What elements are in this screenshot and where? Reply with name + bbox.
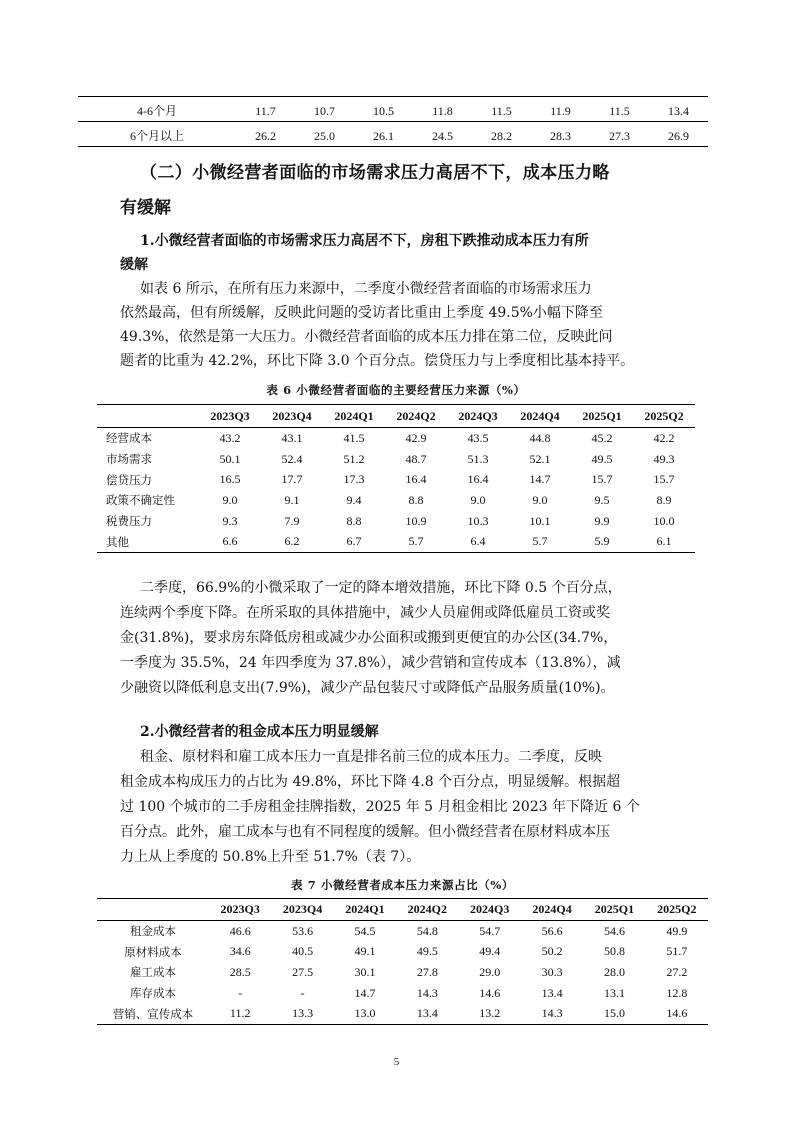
- column-header: 2023Q3: [210, 408, 250, 423]
- table-cell: 27.8: [416, 964, 438, 979]
- table-6-body: [97, 428, 695, 553]
- table-cell: 17.3: [343, 472, 365, 487]
- table-row: [97, 921, 708, 942]
- column-header: 2024Q4: [532, 902, 572, 916]
- table-cell: 29.0: [479, 964, 501, 979]
- table-cell: 49.3: [653, 451, 675, 466]
- column-header: 2024Q1: [345, 902, 385, 916]
- paragraph-3-line: 百分点。此外，雇工成本与也有不同程度的缓解。但小微经营者在原材料成本压: [120, 824, 610, 840]
- table-cell: 11.8: [432, 104, 453, 118]
- column-header: 2024Q3: [458, 408, 498, 423]
- column-header: 2024Q1: [334, 408, 374, 423]
- table-cell: 8.8: [408, 492, 424, 507]
- table-cell: 17.7: [281, 472, 303, 487]
- table-cell: 52.4: [281, 451, 303, 466]
- table-cell: 49.9: [666, 923, 688, 938]
- column-header: 2023Q4: [282, 902, 323, 916]
- table-cell: 28.2: [491, 129, 512, 143]
- table-cell: 10.1: [529, 513, 551, 528]
- column-header: 2025Q1: [582, 408, 622, 423]
- table-cell: 54.7: [479, 923, 501, 938]
- paragraph-1-line: 49.3%，依然是第一大压力。小微经营者面临的成本压力排在第二位，反映此问: [120, 329, 613, 345]
- row-label: 库存成本: [130, 986, 176, 1001]
- row-label: 雇工成本: [130, 965, 176, 980]
- subheading-1-line1: 1.小微经营者面临的市场需求压力高居不下，房租下跌推动成本压力有所: [140, 233, 589, 249]
- table-cell: 9.0: [470, 492, 486, 507]
- table-cell: 50.1: [219, 451, 241, 466]
- table-cell: 16.4: [467, 472, 489, 487]
- table-cell: 56.6: [541, 923, 563, 938]
- table-cell: 9.0: [222, 492, 238, 507]
- table-cell: 24.5: [432, 129, 453, 143]
- table-cell: 16.5: [219, 472, 241, 487]
- paragraph-1-line: 如表 6 所示，在所有压力来源中，二季度小微经营者面临的市场需求压力: [140, 281, 592, 297]
- table-cell: 13.4: [416, 1006, 438, 1021]
- paragraph-3-line: 过 100 个城市的二手房租金挂牌指数，2025 年 5 月租金相比 2023 年下降近 6 个: [120, 799, 640, 815]
- table-cell: 15.7: [591, 472, 613, 487]
- table-cell: 49.5: [591, 451, 613, 466]
- table-cell: 13.3: [292, 1006, 314, 1021]
- paragraph-3-line: 租金、原材料和雇工成本压力一直是排名前三位的成本压力。二季度，反映: [140, 749, 602, 765]
- table-cell: 49.5: [416, 944, 438, 959]
- table-cell: 25.0: [314, 129, 335, 143]
- table-cell: 11.2: [229, 1006, 251, 1021]
- table-row: [97, 490, 695, 511]
- table-cell: 14.6: [479, 985, 501, 1000]
- table-cell: 11.9: [550, 104, 571, 118]
- subheading-2: 2.小微经营者的租金成本压力明显缓解: [140, 724, 379, 740]
- carryover-table: [78, 96, 708, 147]
- table-cell: 51.2: [343, 451, 365, 466]
- table-cell: 27.3: [609, 129, 630, 143]
- table-6-caption: 表 6 小微经营者面临的主要经营压力来源（%）: [266, 383, 526, 397]
- table-row: [78, 122, 708, 147]
- paragraph-2-line: 金(31.8%)，要求房东降低房租或减少办公面积或搬到更便宜的办公区(34.7%，: [120, 630, 618, 646]
- table-cell: 26.9: [668, 129, 689, 143]
- table-cell: 9.4: [346, 492, 362, 507]
- table-cell: 42.9: [405, 430, 427, 445]
- table-cell: 45.2: [591, 430, 613, 445]
- row-label: 6个月以上: [129, 129, 184, 143]
- table-cell: 40.5: [292, 944, 314, 959]
- table-cell: 54.6: [603, 923, 625, 938]
- row-label: 政策不确定性: [106, 493, 175, 508]
- subheading-1-line2: 缓解: [120, 257, 148, 273]
- table-cell: 28.5: [229, 964, 251, 979]
- table-row: [97, 449, 695, 470]
- table-cell: 16.4: [405, 472, 427, 487]
- paragraph-2-line: 二季度，66.9%的小微采取了一定的降本增效措施，环比下降 0.5 个百分点，: [140, 580, 622, 596]
- column-header: 2024Q2: [407, 902, 447, 916]
- table-cell: 27.2: [666, 964, 688, 979]
- table-cell: 42.2: [653, 430, 675, 445]
- table-cell: 6.7: [346, 534, 362, 549]
- table-cell: 6.1: [656, 534, 672, 549]
- row-label: 其他: [106, 534, 129, 549]
- table-cell: 6.6: [222, 534, 238, 549]
- table-cell: 13.2: [479, 1006, 501, 1021]
- table-cell: 7.9: [284, 513, 300, 528]
- table-6-header: [97, 405, 695, 428]
- table-cell: 43.5: [467, 430, 489, 445]
- table-cell: 10.9: [405, 513, 427, 528]
- paragraph-3-line: 租金成本构成压力的占比为 49.8%，环比下降 4.8 个百分点，明显缓解。根据超: [120, 774, 621, 790]
- table-cell: 14.3: [416, 985, 438, 1000]
- table-6: [97, 404, 695, 553]
- table-cell: 49.1: [354, 944, 376, 959]
- table-cell: 11.5: [491, 104, 512, 118]
- table-cell: 50.2: [541, 944, 563, 959]
- table-cell: 13.4: [668, 104, 689, 118]
- table-cell: 13.1: [603, 985, 625, 1000]
- column-header: 2025Q1: [594, 902, 635, 916]
- table-cell: 15.0: [603, 1006, 625, 1021]
- table-cell: 10.3: [467, 513, 489, 528]
- column-header: [97, 405, 199, 428]
- table-row: [97, 469, 695, 490]
- table-cell: 15.7: [653, 472, 675, 487]
- table-header-row: [97, 405, 695, 428]
- table-cell: 14.7: [529, 472, 551, 487]
- page-number: 5: [393, 1056, 400, 1068]
- table-cell: 53.6: [292, 923, 314, 938]
- section-heading-cont: 有缓解: [120, 198, 171, 218]
- table-cell: 9.3: [222, 513, 238, 528]
- table-cell: 26.1: [373, 129, 394, 143]
- row-label: 税费压力: [106, 514, 152, 529]
- table-cell: 10.0: [653, 513, 675, 528]
- column-header: 2025Q2: [644, 408, 684, 423]
- table-cell: 11.7: [255, 104, 276, 118]
- section-heading: （二）小微经营者面临的市场需求压力高居不下，成本压力略: [140, 163, 610, 183]
- table-cell: 44.8: [529, 430, 551, 445]
- paragraph-2-line: 连续两个季度下降。在所采取的具体措施中，减少人员雇佣或降低雇员工资或奖: [120, 605, 610, 621]
- table-cell: 9.0: [532, 492, 548, 507]
- table-row: [97, 962, 708, 983]
- row-label: 偿贷压力: [106, 472, 152, 487]
- column-header: 2024Q2: [396, 408, 436, 423]
- table-7-header: [97, 899, 708, 921]
- table-cell: 50.8: [603, 944, 625, 959]
- table-cell: 14.3: [541, 1006, 563, 1021]
- row-label: 市场需求: [106, 452, 152, 467]
- paragraph-1-line: 题者的比重为 42.2%，环比下降 3.0 个百分点。偿贷压力与上季度相比基本持平。: [120, 353, 635, 369]
- column-header: 2023Q3: [220, 902, 260, 916]
- table-cell: 54.8: [416, 923, 438, 938]
- table-cell: -: [238, 985, 243, 1000]
- table-cell: 6.4: [470, 534, 486, 549]
- table-cell: 6.2: [284, 534, 300, 549]
- table-cell: 51.3: [467, 451, 489, 466]
- table-cell: 43.1: [281, 430, 303, 445]
- paragraph-2-line: 一季度为 35.5%，24 年四季度为 37.8%），减少营销和宣传成本（13.8%），减: [120, 655, 621, 671]
- table-cell: 9.9: [594, 513, 610, 528]
- table-7: [97, 898, 708, 1025]
- table-row: [78, 97, 708, 122]
- table-cell: 34.6: [229, 944, 251, 959]
- column-header: 2024Q3: [470, 902, 510, 916]
- table-cell: 49.4: [479, 944, 501, 959]
- table-cell: 52.1: [529, 451, 551, 466]
- row-label: 原材料成本: [124, 944, 182, 959]
- table-cell: 10.7: [314, 104, 335, 118]
- carryover-table-body: [78, 97, 708, 147]
- column-header: 2024Q4: [520, 408, 560, 423]
- table-cell: 54.5: [354, 923, 376, 938]
- table-cell: 46.6: [229, 923, 251, 938]
- table-cell: 30.3: [541, 964, 563, 979]
- table-cell: 51.7: [666, 944, 688, 959]
- table-cell: 9.1: [284, 492, 300, 507]
- paragraph-3-line: 力上从上季度的 50.8%上升至 51.7%（表 7）。: [120, 849, 421, 865]
- table-cell: 14.6: [666, 1006, 688, 1021]
- row-label: 4-6个月: [137, 104, 177, 118]
- table-cell: 13.4: [541, 985, 563, 1000]
- table-row: [97, 428, 695, 449]
- table-row: [97, 531, 695, 552]
- table-header-row: [97, 899, 708, 921]
- table-cell: 9.5: [594, 492, 610, 507]
- table-cell: 14.7: [354, 985, 376, 1000]
- table-cell: 5.7: [408, 534, 424, 549]
- table-row: [97, 1003, 708, 1024]
- column-header: [97, 899, 209, 921]
- table-cell: -: [300, 985, 305, 1000]
- row-label: 租金成本: [130, 924, 176, 939]
- table-cell: 13.0: [354, 1006, 376, 1021]
- table-cell: 5.7: [532, 534, 548, 549]
- table-cell: 8.9: [656, 492, 672, 507]
- table-cell: 41.5: [343, 430, 365, 445]
- table-cell: 8.8: [346, 513, 362, 528]
- table-cell: 12.8: [666, 985, 688, 1000]
- table-7-body: [97, 921, 708, 1025]
- table-cell: 10.5: [373, 104, 394, 118]
- table-cell: 43.2: [219, 430, 241, 445]
- table-cell: 5.9: [594, 534, 610, 549]
- row-label: 经营成本: [106, 431, 152, 446]
- table-cell: 48.7: [405, 451, 427, 466]
- table-cell: 30.1: [354, 964, 376, 979]
- table-cell: 26.2: [255, 129, 276, 143]
- table-cell: 28.0: [603, 964, 625, 979]
- paragraph-1-line: 依然最高，但有所缓解，反映此问题的受访者比重由上季度 49.5%小幅下降至: [120, 305, 603, 321]
- table-cell: 28.3: [550, 129, 571, 143]
- table-row: [97, 511, 695, 532]
- paragraph-2-line: 少融资以降低利息支出(7.9%)，减少产品包装尺寸或降低产品服务质量(10%)。: [120, 680, 615, 696]
- table-cell: 11.5: [609, 104, 630, 118]
- table-7-caption: 表 7 小微经营者成本压力来源占比（%）: [291, 878, 514, 892]
- table-row: [97, 942, 708, 963]
- column-header: 2023Q4: [272, 408, 312, 423]
- table-cell: 27.5: [292, 964, 314, 979]
- row-label: 营销、宣传成本: [112, 1006, 194, 1021]
- table-row: [97, 983, 708, 1004]
- column-header: 2025Q2: [657, 902, 697, 916]
